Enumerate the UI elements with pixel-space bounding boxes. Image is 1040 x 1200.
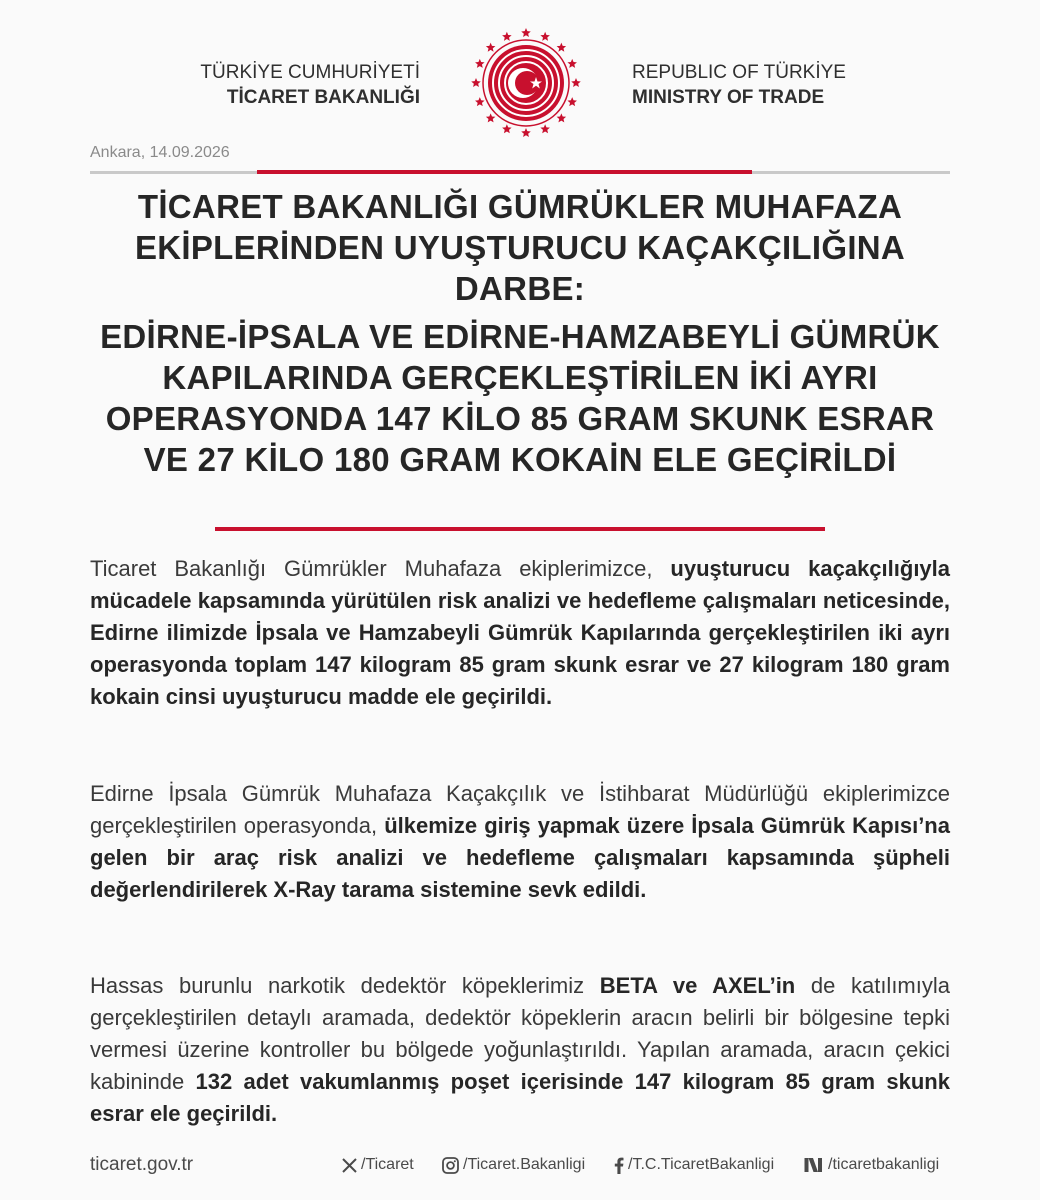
- divider-red-top: [257, 170, 752, 174]
- x-handle: /Ticaret: [361, 1156, 414, 1173]
- footer-instagram-link[interactable]: [442, 1156, 585, 1174]
- p2-regular: Edirne İpsala Gümrük Muhafaza Kaçakçılık ve İstihbarat Müdürlüğü ekiplerimizce gerçekleştirilen operasyonda,: [90, 781, 950, 838]
- p1-regular: Ticaret Bakanlığı Gümrükler Muhafaza ekiplerimizce,: [90, 556, 671, 581]
- instagram-handle: /Ticaret.Bakanligi: [463, 1156, 586, 1173]
- instagram-icon: [442, 1157, 459, 1174]
- header-right-title: [632, 60, 846, 110]
- footer-x-link[interactable]: [342, 1156, 414, 1174]
- p3-regular-1: Hassas burunlu narkotik dedektör köpeklerimiz: [90, 973, 600, 998]
- p3-bold-2: 132 adet vakumlanmış poşet içerisinde 147 kilogram 85 gram skunk esrar ele geçirildi.: [90, 1069, 950, 1126]
- crescent-star-seal-icon: [460, 24, 592, 142]
- divider-red-mid: [215, 527, 825, 531]
- p3-regular-2: de katılımıyla gerçekleştirilen detaylı aramada, dedektör köpeklerin aracın belirli bir bölgesine tepki vermesi üzerine kontroller bu bölgede yoğunlaştırıldı. Yapılan aramada, aracın çekici kabininde: [90, 973, 950, 1094]
- facebook-icon: [614, 1157, 624, 1174]
- header-left-line1: TÜRKİYE CUMHURİYETİ: [200, 62, 420, 83]
- headline-subtitle: EDİRNE-İPSALA VE EDİRNE-HAMZABEYLİ GÜMRÜK KAPILARINDA GERÇEKLEŞTİRİLEN İKİ AYRI OPERASYONDA 147 KİLO 85 GRAM SKUNK ESRAR VE 27 KİLO 180 GRAM KOKAİN ELE GEÇİRİLDİ: [100, 318, 940, 478]
- headline-title: TİCARET BAKANLIĞI GÜMRÜKLER MUHAFAZA EKİPLERİNDEN UYUŞTURUCU KAÇAKÇILIĞINA DARBE:: [134, 188, 906, 307]
- body-paragraph-3: [90, 970, 950, 1130]
- p1-bold: uyuşturucu kaçakçılığıyla mücadele kapsamında yürütülen risk analizi ve hedefleme çalışmaları neticesinde, Edirne ilimizde İpsala ve Hamzabeyli Gümrük Kapılarında gerçekleştirilen iki ayrı operasyonda toplam 147 kilogram 85 gram skunk esrar ve 27 kilogram 180 gram kokain cinsi uyuşturucu madde ele geçirildi.: [90, 556, 951, 709]
- nsosyal-icon: [804, 1157, 824, 1173]
- header-left-title: [200, 60, 420, 110]
- nsosyal-handle: /ticaretbakanligi: [828, 1156, 940, 1173]
- body-paragraph-2: [90, 778, 950, 906]
- facebook-handle: /T.C.TicaretBakanligi: [628, 1156, 775, 1173]
- body-paragraph-1: [90, 553, 950, 713]
- footer-facebook-link[interactable]: [614, 1156, 774, 1174]
- p2-bold: ülkemize giriş yapmak üzere İpsala Gümrük Kapısı’na gelen bir araç risk analizi ve hedefleme çalışmaları kapsamında şüpheli değerlendirilerek X-Ray tarama sistemine sevk edildi.: [90, 813, 950, 902]
- header-left-line2: TİCARET BAKANLIĞI: [226, 87, 420, 108]
- release-date: Ankara, 14.09.2026: [90, 144, 230, 161]
- x-icon: [342, 1158, 357, 1173]
- header-right-line1: REPUBLIC OF TÜRKİYE: [632, 62, 846, 83]
- footer-nsosyal-link[interactable]: [804, 1156, 939, 1174]
- p3-bold-1: BETA ve AXEL’in: [599, 973, 796, 998]
- footer-website-link[interactable]: ticaret.gov.tr: [90, 1154, 194, 1175]
- header-right-line2: MINISTRY OF TRADE: [632, 87, 825, 108]
